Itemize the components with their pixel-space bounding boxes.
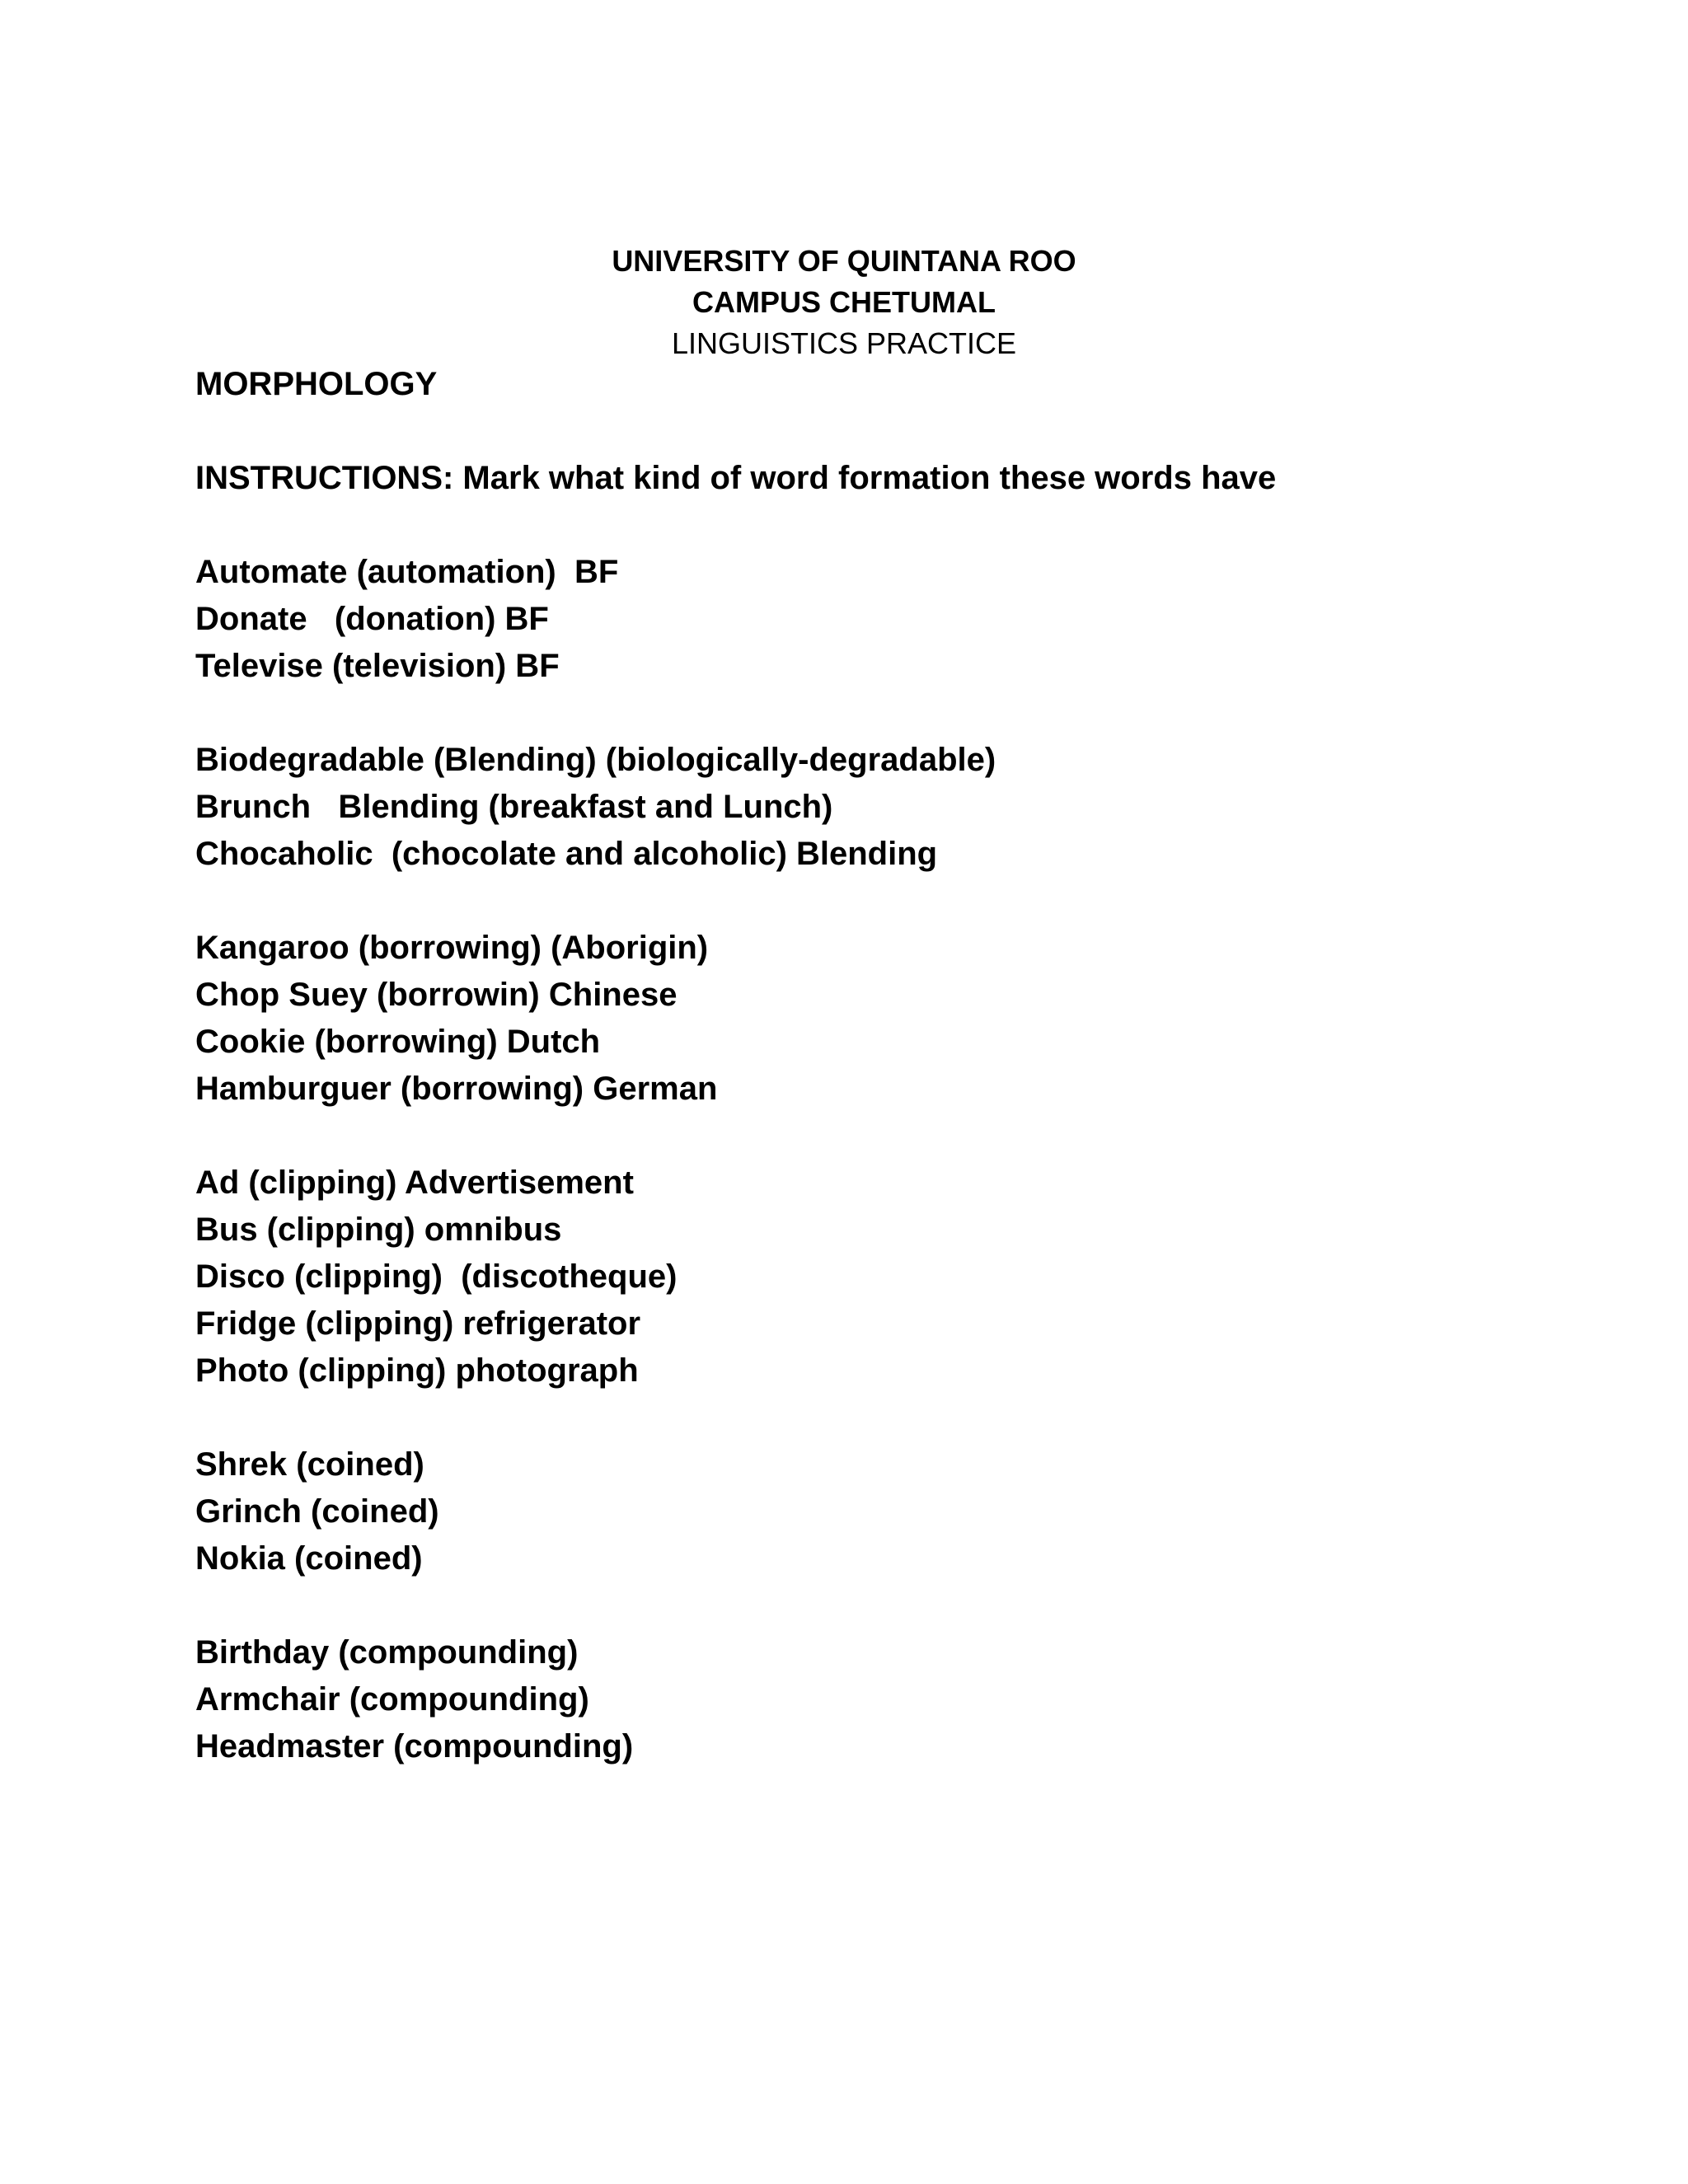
list-item: Donate (donation) BF	[195, 601, 549, 637]
spacer	[195, 1113, 1597, 1160]
section-title: MORPHOLOGY	[195, 366, 438, 402]
spacer	[195, 408, 1597, 455]
university-name: UNIVERSITY OF QUINTANA ROO	[612, 244, 1076, 278]
list-item: Automate (automation) BF	[195, 554, 619, 590]
spacer	[195, 1394, 1597, 1441]
list-item: Photo (clipping) photograph	[195, 1352, 639, 1389]
list-item: Birthday (compounding)	[195, 1634, 579, 1671]
list-item: Fridge (clipping) refrigerator	[195, 1305, 641, 1342]
list-item: Biodegradable (Blending) (biologically-degradable)	[195, 742, 996, 778]
list-item: Televise (television) BF	[195, 648, 560, 684]
spacer	[195, 690, 1597, 737]
list-item: Grinch (coined)	[195, 1493, 439, 1530]
list-item: Ad (clipping) Advertisement	[195, 1165, 634, 1201]
list-item: Hamburguer (borrowing) German	[195, 1071, 718, 1107]
document-header	[0, 241, 1688, 364]
spacer	[195, 878, 1597, 925]
document-body	[195, 361, 1597, 1770]
spacer	[195, 502, 1597, 549]
list-item: Nokia (coined)	[195, 1540, 423, 1577]
list-item: Cookie (borrowing) Dutch	[195, 1024, 601, 1060]
list-item: Brunch Blending (breakfast and Lunch)	[195, 789, 833, 825]
list-item: Disco (clipping) (discotheque)	[195, 1258, 678, 1295]
campus-name: CAMPUS CHETUMAL	[692, 285, 996, 319]
list-item: Bus (clipping) omnibus	[195, 1212, 562, 1248]
list-item: Headmaster (compounding)	[195, 1728, 634, 1765]
list-item: Shrek (coined)	[195, 1446, 424, 1483]
list-item: Chop Suey (borrowin) Chinese	[195, 977, 678, 1013]
list-item: Armchair (compounding)	[195, 1681, 589, 1718]
list-item: Kangaroo (borrowing) (Aborigin)	[195, 930, 709, 966]
course-name: LINGUISTICS PRACTICE	[671, 326, 1017, 360]
spacer	[195, 1582, 1597, 1629]
list-item: Chocaholic (chocolate and alcoholic) Blending	[195, 836, 938, 872]
instructions: INSTRUCTIONS: Mark what kind of word formation these words have	[195, 460, 1277, 496]
